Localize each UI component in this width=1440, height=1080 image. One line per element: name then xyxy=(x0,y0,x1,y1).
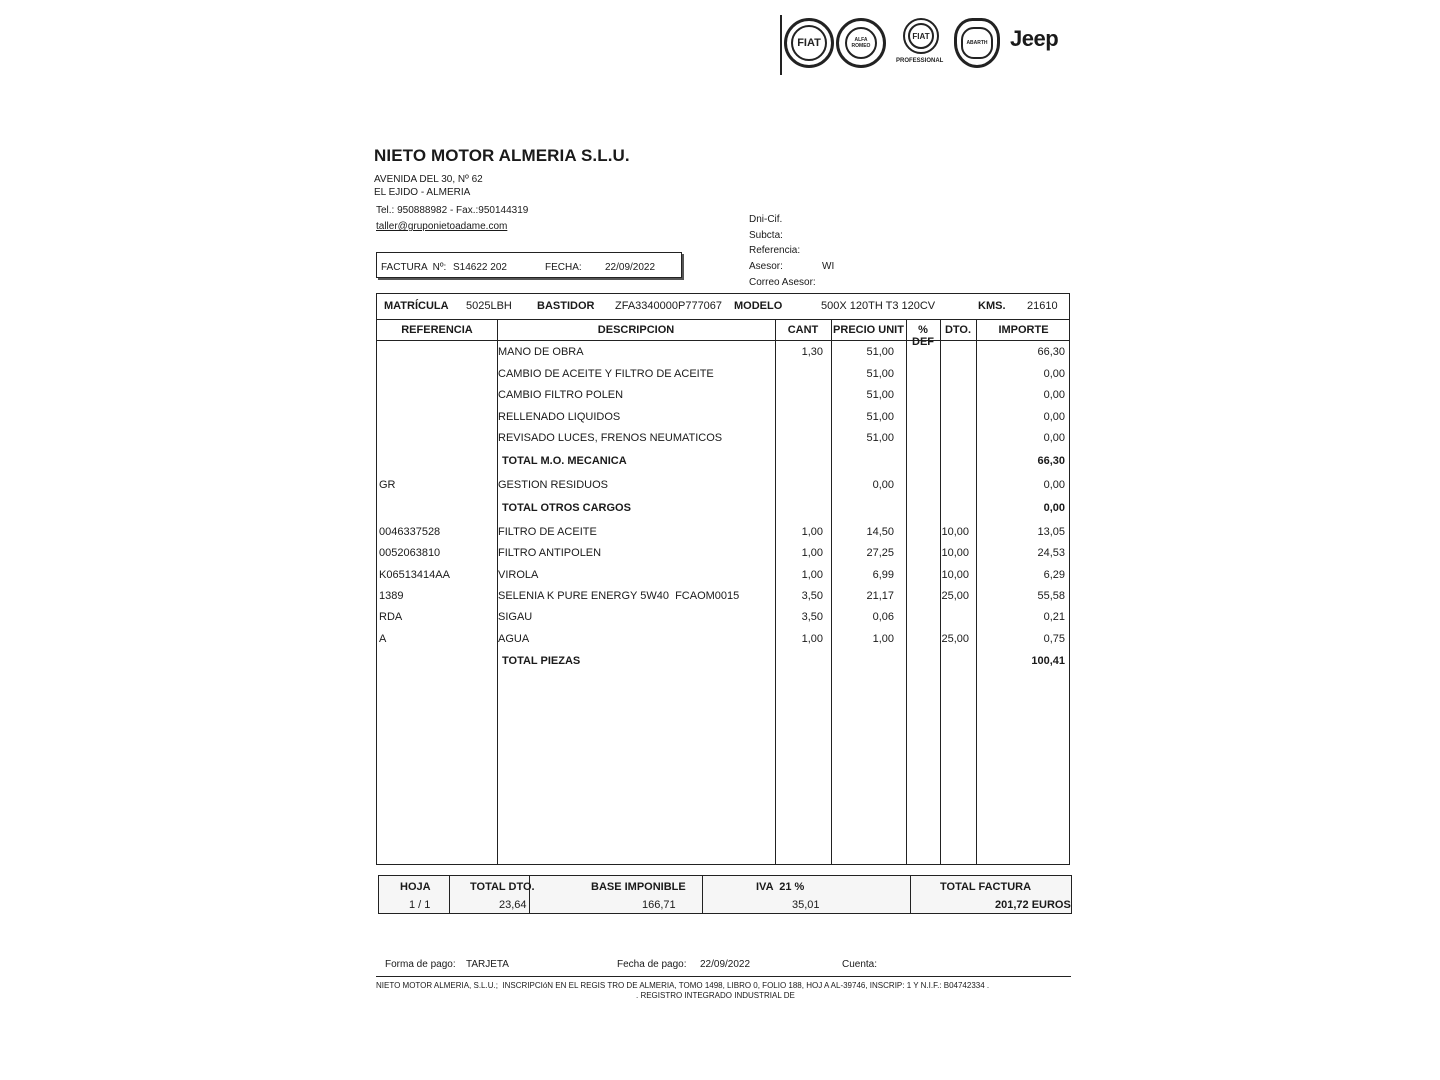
quantity-cell: 1,00 xyxy=(801,526,823,538)
table-row xyxy=(376,547,1070,563)
amount-cell: 13,05 xyxy=(1037,526,1065,538)
subtotal-row xyxy=(376,655,1070,671)
fiat-logo: FIAT xyxy=(784,18,834,68)
kms-value: 21610 xyxy=(1027,300,1058,312)
abarth-logo-text: ABARTH xyxy=(966,40,988,46)
ref-cell: 0052063810 xyxy=(379,547,441,559)
table-row xyxy=(376,569,1070,585)
cuenta-label: Cuenta: xyxy=(842,959,878,970)
amount-cell: 0,21 xyxy=(1043,611,1065,623)
subcta-label: Subcta: xyxy=(749,230,783,241)
forma-pago-label: Forma de pago: xyxy=(385,959,456,970)
total-factura-value: 201,72 EUROS xyxy=(995,899,1071,911)
amount-cell: 55,58 xyxy=(1037,590,1065,602)
description-cell: AGUA xyxy=(498,633,530,645)
hoja-value: 1 / 1 xyxy=(409,899,431,911)
quantity-cell: 1,30 xyxy=(801,346,823,358)
invoice-box xyxy=(376,252,682,278)
unit-price-cell: 51,00 xyxy=(866,368,894,380)
ref-cell: A xyxy=(379,633,387,645)
professional-label: PROFESSIONAL xyxy=(896,58,944,64)
quantity-cell: 1,00 xyxy=(801,569,823,581)
discount-cell: 10,00 xyxy=(941,547,969,559)
header-def: % DEF xyxy=(912,324,934,348)
amount-cell: 0,00 xyxy=(1043,432,1065,444)
description-cell: FILTRO DE ACEITE xyxy=(498,526,597,538)
brand-divider xyxy=(780,15,782,75)
description-cell: MANO DE OBRA xyxy=(498,346,584,358)
quantity-cell: 3,50 xyxy=(801,590,823,602)
fecha-pago-value: 22/09/2022 xyxy=(700,959,751,970)
unit-price-cell: 0,06 xyxy=(872,611,894,623)
invoice-date-label: FECHA: xyxy=(545,262,582,273)
header-precio-unit: PRECIO UNIT xyxy=(833,324,904,336)
table-row xyxy=(376,346,1070,362)
forma-pago-value: TARJETA xyxy=(466,959,509,970)
amount-cell: 0,00 xyxy=(1043,411,1065,423)
company-address-1: AVENIDA DEL 30, Nº 62 xyxy=(374,174,483,185)
ref-cell: K06513414AA xyxy=(379,569,450,581)
ref-cell: 1389 xyxy=(379,590,404,602)
amount-cell: 0,75 xyxy=(1043,633,1065,645)
header-dto: DTO. xyxy=(944,324,972,336)
description-cell: CAMBIO FILTRO POLEN xyxy=(498,389,624,401)
dni-label: Dni-Cif. xyxy=(749,214,783,225)
invoice-date: 22/09/2022 xyxy=(605,262,656,273)
amount-cell: 66,30 xyxy=(1037,455,1065,467)
description-cell: GESTION RESIDUOS xyxy=(498,479,609,491)
footer-divider xyxy=(376,976,1071,977)
hoja-label: HOJA xyxy=(400,881,431,893)
modelo-value: 500X 120TH T3 120CV xyxy=(821,300,936,312)
total-factura-label: TOTAL FACTURA xyxy=(940,881,1032,893)
correo-asesor-label: Correo Asesor: xyxy=(749,277,816,288)
subtotal-row xyxy=(376,455,1070,471)
discount-cell: 25,00 xyxy=(941,633,969,645)
jeep-logo: Jeep xyxy=(1010,26,1059,51)
discount-cell: 25,00 xyxy=(941,590,969,602)
description-cell: TOTAL OTROS CARGOS xyxy=(502,502,631,514)
total-dto-value: 23,64 xyxy=(499,899,527,911)
description-cell: CAMBIO DE ACEITE Y FILTRO DE ACEITE xyxy=(498,368,714,380)
discount-cell: 10,00 xyxy=(941,569,969,581)
matricula-value: 5025LBH xyxy=(466,300,512,312)
legal-line-1: NIETO MOTOR ALMERIA, S.L.U.; INSCRIPCIóN EN EL REGIS TRO DE ALMERIA, TOMO 1498, LIBRO 0, FOLIO 188, HOJ A AL-39746, INSCRIP: 1 Y N.I.F.: B04742334 . xyxy=(376,981,990,990)
iva-value: 35,01 xyxy=(792,899,820,911)
abarth-logo xyxy=(954,18,1000,68)
description-cell: REVISADO LUCES, FRENOS NEUMATICOS xyxy=(498,432,723,444)
description-cell: TOTAL PIEZAS xyxy=(502,655,581,667)
company-phones: Tel.: 950888982 - Fax.:950144319 xyxy=(376,205,529,216)
totals-box xyxy=(378,875,1072,914)
description-cell: SELENIA K PURE ENERGY 5W40 FCAOM0015 xyxy=(498,590,740,602)
invoice-number: S14622 202 xyxy=(453,262,507,273)
amount-cell: 0,00 xyxy=(1043,389,1065,401)
iva-label: IVA 21 % xyxy=(756,881,805,893)
table-row xyxy=(376,411,1070,427)
table-row xyxy=(376,633,1070,649)
amount-cell: 66,30 xyxy=(1037,346,1065,358)
bastidor-value: ZFA3340000P777067 xyxy=(615,300,723,312)
table-row xyxy=(376,526,1070,542)
description-cell: RELLENADO LIQUIDOS xyxy=(498,411,621,423)
ref-cell: RDA xyxy=(379,611,403,623)
table-row xyxy=(376,432,1070,448)
table-row xyxy=(376,611,1070,627)
modelo-label: MODELO xyxy=(734,300,783,312)
amount-cell: 6,29 xyxy=(1043,569,1065,581)
base-imponible-value: 166,71 xyxy=(642,899,676,911)
discount-cell: 10,00 xyxy=(941,526,969,538)
alfa-romeo-logo-text: ALFA ROMEO xyxy=(851,37,871,49)
unit-price-cell: 6,99 xyxy=(872,569,894,581)
company-address-2: EL EJIDO - ALMERIA xyxy=(374,187,471,198)
table-row xyxy=(376,590,1070,606)
legal-line-2: . REGISTRO INTEGRADO INDUSTRIAL DE xyxy=(636,991,795,1000)
header-referencia: REFERENCIA xyxy=(401,324,473,336)
asesor-label: Asesor: xyxy=(749,261,783,272)
ref-cell: 0046337528 xyxy=(379,526,441,538)
unit-price-cell: 51,00 xyxy=(866,411,894,423)
company-email[interactable]: taller@gruponietoadame.com xyxy=(376,221,508,232)
amount-cell: 24,53 xyxy=(1037,547,1065,559)
total-dto-label: TOTAL DTO. xyxy=(470,881,535,893)
header-descripcion: DESCRIPCION xyxy=(597,324,675,336)
unit-price-cell: 14,50 xyxy=(866,526,894,538)
unit-price-cell: 1,00 xyxy=(872,633,894,645)
bastidor-label: BASTIDOR xyxy=(537,300,595,312)
referencia-label: Referencia: xyxy=(749,245,801,256)
unit-price-cell: 51,00 xyxy=(866,432,894,444)
description-cell: SIGAU xyxy=(498,611,533,623)
unit-price-cell: 51,00 xyxy=(866,389,894,401)
ref-cell: GR xyxy=(379,479,396,491)
alfa-romeo-logo xyxy=(836,18,886,68)
quantity-cell: 1,00 xyxy=(801,547,823,559)
description-cell: VIROLA xyxy=(498,569,539,581)
description-cell: FILTRO ANTIPOLEN xyxy=(498,547,602,559)
header-cant: CANT xyxy=(787,324,819,336)
table-row xyxy=(376,368,1070,384)
amount-cell: 100,41 xyxy=(1031,655,1065,667)
fiat-professional-logo: FIAT xyxy=(903,18,939,54)
table-row xyxy=(376,479,1070,495)
asesor-value: WI xyxy=(822,261,835,272)
unit-price-cell: 0,00 xyxy=(872,479,894,491)
amount-cell: 0,00 xyxy=(1043,479,1065,491)
amount-cell: 0,00 xyxy=(1043,502,1065,514)
unit-price-cell: 51,00 xyxy=(866,346,894,358)
vehicle-info-row xyxy=(376,293,1070,320)
amount-cell: 0,00 xyxy=(1043,368,1065,380)
header-importe: IMPORTE xyxy=(998,324,1049,336)
fecha-pago-label: Fecha de pago: xyxy=(617,959,687,970)
kms-label: KMS. xyxy=(978,300,1006,312)
unit-price-cell: 21,17 xyxy=(866,590,894,602)
invoice-number-label: FACTURA Nº: xyxy=(381,262,447,273)
company-name: NIETO MOTOR ALMERIA S.L.U. xyxy=(374,146,630,165)
description-cell: TOTAL M.O. MECANICA xyxy=(502,455,627,467)
quantity-cell: 3,50 xyxy=(801,611,823,623)
unit-price-cell: 27,25 xyxy=(866,547,894,559)
base-imponible-label: BASE IMPONIBLE xyxy=(591,881,686,893)
subtotal-row xyxy=(376,502,1070,518)
matricula-label: MATRÍCULA xyxy=(384,300,449,312)
table-row xyxy=(376,389,1070,405)
quantity-cell: 1,00 xyxy=(801,633,823,645)
